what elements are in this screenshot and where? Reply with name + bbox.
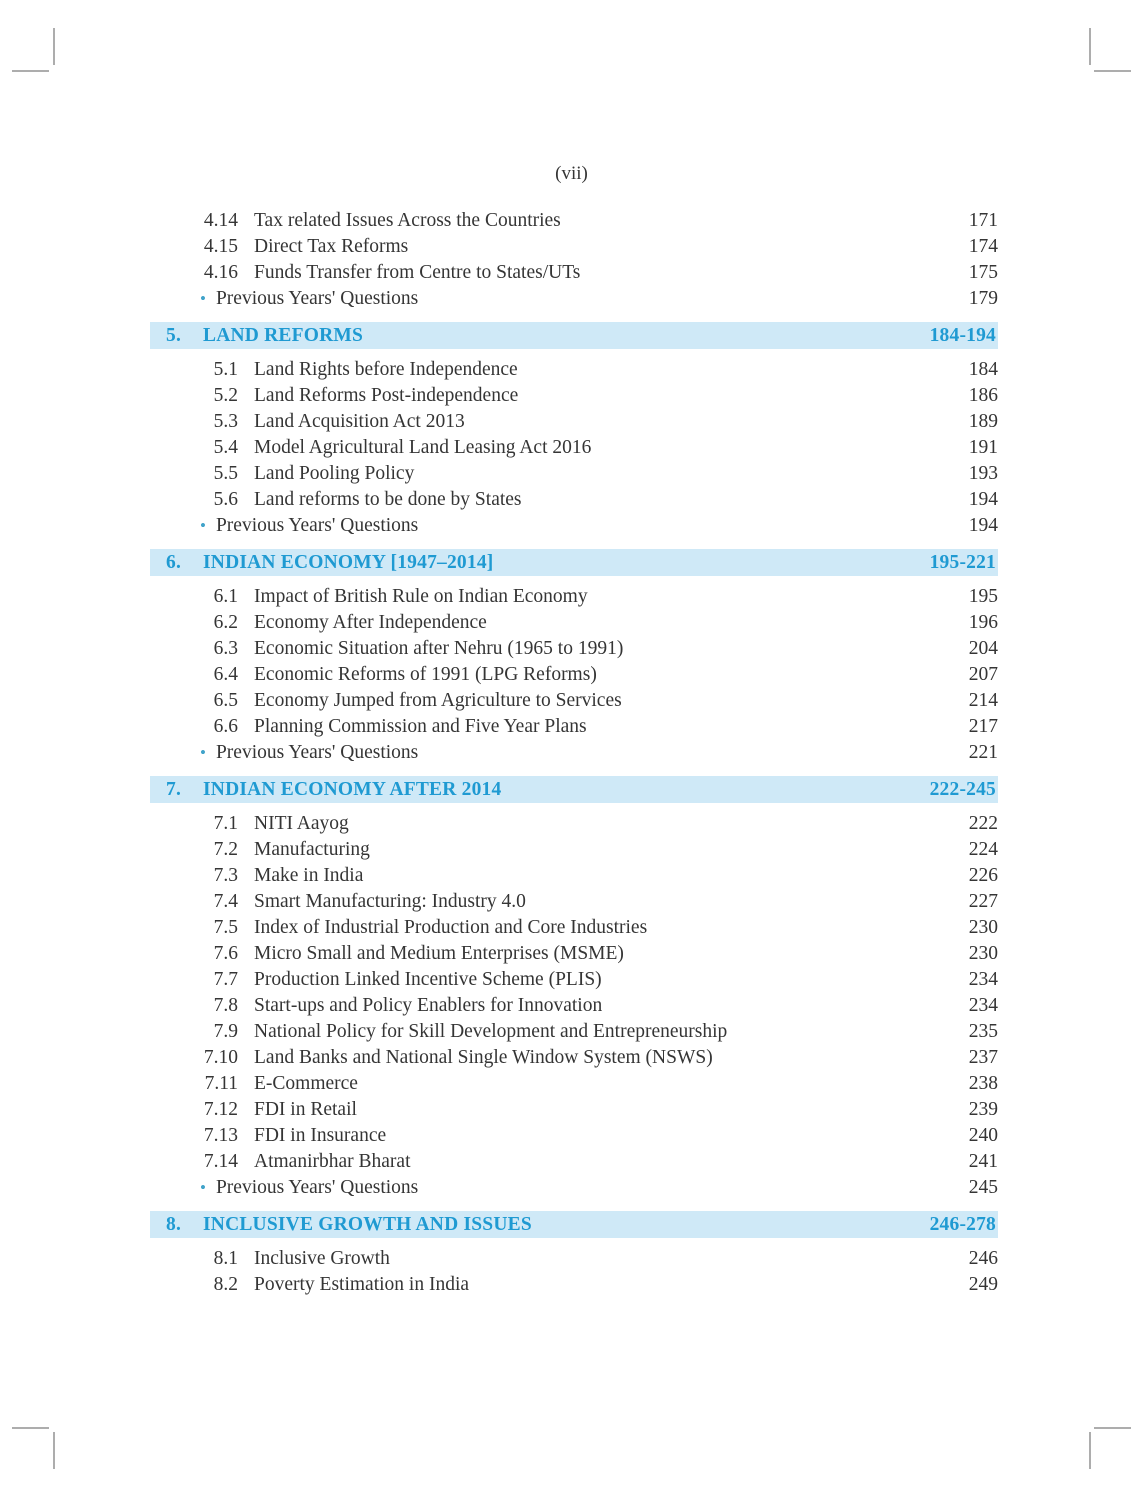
item-page: 184 <box>968 359 998 380</box>
item-title: Planning Commission and Five Year Plans <box>254 716 587 737</box>
item-title: Economic Situation after Nehru (1965 to 1991) <box>254 638 624 659</box>
item-page: 186 <box>968 385 998 406</box>
section-items <box>150 208 998 312</box>
item-title: Economic Reforms of 1991 (LPG Reforms) <box>254 664 597 685</box>
item-page: 234 <box>968 969 998 990</box>
item-title: Start-ups and Policy Enablers for Innovation <box>254 995 603 1016</box>
item-title: Economy Jumped from Agriculture to Services <box>254 690 622 711</box>
item-title: Economy After Independence <box>254 612 487 633</box>
item-title: Impact of British Rule on Indian Economy <box>254 586 588 607</box>
toc-entry <box>150 208 998 234</box>
toc-entry <box>150 688 998 714</box>
item-page: 237 <box>968 1047 998 1068</box>
item-title: Land Acquisition Act 2013 <box>254 411 465 432</box>
item-page: 239 <box>968 1099 998 1120</box>
item-number: 7.9 <box>213 1021 238 1042</box>
section-items <box>150 1246 998 1298</box>
item-number: 4.16 <box>203 262 238 283</box>
item-page: 174 <box>968 236 998 257</box>
item-number: 7.10 <box>203 1047 238 1068</box>
item-title: Land Banks and National Single Window System (NSWS) <box>254 1047 713 1068</box>
toc-section <box>150 208 998 312</box>
item-page: 246 <box>968 1248 998 1269</box>
toc-entry <box>150 409 998 435</box>
item-page: 207 <box>968 664 998 685</box>
item-title: Land Pooling Policy <box>254 463 415 484</box>
toc-entry <box>150 1045 998 1071</box>
bullet-page: 179 <box>968 288 998 309</box>
item-title: NITI Aayog <box>254 813 349 834</box>
section-title: INCLUSIVE GROWTH AND ISSUES <box>203 1214 532 1235</box>
section-number: 8. <box>166 1214 182 1235</box>
item-title: Index of Industrial Production and Core Industries <box>254 917 648 938</box>
item-title: Make in India <box>254 865 364 886</box>
bullet-icon: • <box>200 289 206 308</box>
item-page: 235 <box>968 1021 998 1042</box>
item-page: 195 <box>968 586 998 607</box>
item-page: 230 <box>968 917 998 938</box>
crop-mark-top-right-horizontal <box>1094 70 1131 72</box>
toc-entry <box>150 1149 998 1175</box>
bullet-title: Previous Years' Questions <box>215 288 419 309</box>
crop-mark-bottom-left-horizontal <box>12 1427 49 1429</box>
section-title: INDIAN ECONOMY AFTER 2014 <box>203 779 502 800</box>
crop-mark-bottom-right-horizontal <box>1094 1427 1131 1429</box>
item-number: 7.11 <box>204 1073 238 1094</box>
item-number: 6.3 <box>213 638 238 659</box>
item-number: 6.2 <box>213 612 238 633</box>
toc-entry <box>150 967 998 993</box>
toc-entry <box>150 357 998 383</box>
item-number: 6.6 <box>213 716 238 737</box>
item-number: 7.4 <box>213 891 238 912</box>
item-page: 191 <box>968 437 998 458</box>
toc-entry <box>150 837 998 863</box>
item-title: Land Rights before Independence <box>254 359 518 380</box>
item-number: 7.2 <box>213 839 238 860</box>
item-number: 5.5 <box>213 463 238 484</box>
toc-entry <box>150 260 998 286</box>
item-number: 4.14 <box>203 210 238 231</box>
section-title: LAND REFORMS <box>203 325 364 346</box>
toc-section <box>150 322 998 539</box>
section-header <box>150 322 998 349</box>
section-items <box>150 584 998 766</box>
item-title: E-Commerce <box>254 1073 358 1094</box>
item-number: 7.14 <box>203 1151 238 1172</box>
toc-entry <box>150 435 998 461</box>
item-number: 8.1 <box>213 1248 238 1269</box>
toc-entry <box>150 1272 998 1298</box>
toc-section <box>150 1211 998 1298</box>
item-number: 6.5 <box>213 690 238 711</box>
item-number: 7.7 <box>213 969 238 990</box>
crop-mark-top-left-horizontal <box>12 70 49 72</box>
toc-entry <box>150 1123 998 1149</box>
section-items <box>150 357 998 539</box>
toc-entry <box>150 889 998 915</box>
toc-entry <box>150 993 998 1019</box>
item-page: 175 <box>968 262 998 283</box>
item-number: 7.8 <box>213 995 238 1016</box>
section-pages: 195-221 <box>929 552 996 573</box>
toc-section <box>150 549 998 766</box>
bullet-page: 221 <box>968 742 998 763</box>
toc-entry <box>150 714 998 740</box>
item-page: 196 <box>968 612 998 633</box>
toc-entry <box>150 1246 998 1272</box>
section-items <box>150 811 998 1201</box>
item-page: 230 <box>968 943 998 964</box>
item-number: 5.4 <box>213 437 238 458</box>
bullet-title: Previous Years' Questions <box>215 742 419 763</box>
toc-entry <box>150 941 998 967</box>
item-number: 5.1 <box>213 359 238 380</box>
item-title: Land reforms to be done by States <box>254 489 522 510</box>
section-pages: 222-245 <box>929 779 996 800</box>
crop-mark-bottom-left-vertical <box>53 1432 55 1469</box>
item-title: Production Linked Incentive Scheme (PLIS) <box>254 969 602 990</box>
item-number: 6.1 <box>213 586 238 607</box>
toc-bullet-entry <box>150 740 998 766</box>
item-page: 193 <box>968 463 998 484</box>
item-number: 7.3 <box>213 865 238 886</box>
item-number: 5.3 <box>213 411 238 432</box>
item-title: National Policy for Skill Development and Entrepreneurship <box>254 1021 728 1042</box>
item-page: 224 <box>968 839 998 860</box>
item-title: Micro Small and Medium Enterprises (MSME) <box>254 943 624 964</box>
item-number: 7.6 <box>213 943 238 964</box>
item-number: 7.1 <box>213 813 238 834</box>
item-title: Manufacturing <box>254 839 370 860</box>
toc-entry <box>150 1071 998 1097</box>
item-number: 5.2 <box>213 385 238 406</box>
item-page: 214 <box>968 690 998 711</box>
bullet-icon: • <box>200 1178 206 1197</box>
section-title: INDIAN ECONOMY [1947–2014] <box>203 552 494 573</box>
section-number: 5. <box>166 325 182 346</box>
item-title: Smart Manufacturing: Industry 4.0 <box>254 891 526 912</box>
bullet-page: 245 <box>968 1177 998 1198</box>
item-page: 189 <box>968 411 998 432</box>
item-page: 204 <box>968 638 998 659</box>
section-header <box>150 1211 998 1238</box>
toc-entry <box>150 863 998 889</box>
toc-entry <box>150 811 998 837</box>
item-page: 222 <box>968 813 998 834</box>
toc-entry <box>150 1097 998 1123</box>
item-title: Land Reforms Post-independence <box>254 385 519 406</box>
item-page: 171 <box>968 210 998 231</box>
section-pages: 246-278 <box>929 1214 996 1235</box>
item-number: 7.13 <box>203 1125 238 1146</box>
bullet-title: Previous Years' Questions <box>215 1177 419 1198</box>
toc-bullet-entry <box>150 1175 998 1201</box>
page-folio: (vii) <box>555 163 588 184</box>
crop-mark-top-left-vertical <box>53 28 55 65</box>
item-title: Direct Tax Reforms <box>254 236 409 257</box>
item-number: 7.12 <box>203 1099 238 1120</box>
toc-entry <box>150 584 998 610</box>
item-page: 227 <box>968 891 998 912</box>
item-number: 5.6 <box>213 489 238 510</box>
toc-entry <box>150 610 998 636</box>
toc-entry <box>150 662 998 688</box>
item-number: 8.2 <box>213 1274 238 1295</box>
item-page: 217 <box>968 716 998 737</box>
crop-mark-top-right-vertical <box>1089 28 1091 65</box>
toc-entry <box>150 487 998 513</box>
item-title: Poverty Estimation in India <box>254 1274 470 1295</box>
section-header <box>150 549 998 576</box>
section-number: 7. <box>166 779 182 800</box>
item-page: 240 <box>968 1125 998 1146</box>
item-page: 226 <box>968 865 998 886</box>
section-header <box>150 776 998 803</box>
item-title: Tax related Issues Across the Countries <box>254 210 561 231</box>
bullet-icon: • <box>200 743 206 762</box>
toc <box>150 208 998 1298</box>
item-title: Inclusive Growth <box>254 1248 390 1269</box>
toc-bullet-entry <box>150 513 998 539</box>
bullet-icon: • <box>200 516 206 535</box>
toc-entry <box>150 1019 998 1045</box>
toc-entry <box>150 461 998 487</box>
item-number: 6.4 <box>213 664 238 685</box>
bullet-page: 194 <box>968 515 998 536</box>
toc-entry <box>150 234 998 260</box>
item-page: 249 <box>968 1274 998 1295</box>
item-title: Model Agricultural Land Leasing Act 2016 <box>254 437 592 458</box>
section-pages: 184-194 <box>929 325 996 346</box>
toc-entry <box>150 636 998 662</box>
item-number: 4.15 <box>203 236 238 257</box>
item-page: 238 <box>968 1073 998 1094</box>
item-title: FDI in Insurance <box>254 1125 387 1146</box>
item-page: 234 <box>968 995 998 1016</box>
section-number: 6. <box>166 552 182 573</box>
bullet-title: Previous Years' Questions <box>215 515 419 536</box>
item-title: Funds Transfer from Centre to States/UTs <box>254 262 581 283</box>
toc-entry <box>150 383 998 409</box>
item-title: Atmanirbhar Bharat <box>254 1151 411 1172</box>
item-page: 194 <box>968 489 998 510</box>
crop-mark-bottom-right-vertical <box>1089 1432 1091 1469</box>
toc-section <box>150 776 998 1201</box>
item-number: 7.5 <box>213 917 238 938</box>
item-title: FDI in Retail <box>254 1099 357 1120</box>
item-page: 241 <box>968 1151 998 1172</box>
toc-bullet-entry <box>150 286 998 312</box>
toc-entry <box>150 915 998 941</box>
